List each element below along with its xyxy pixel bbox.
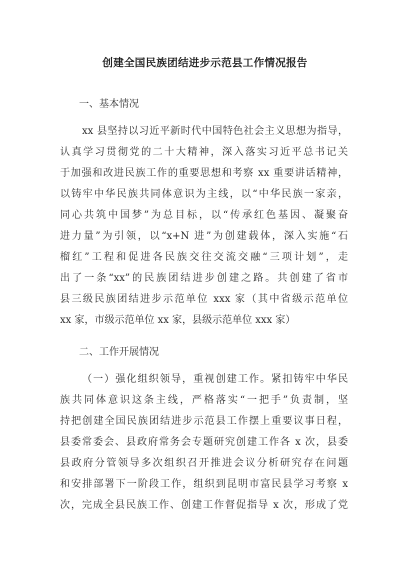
section-heading-basic-info: 一、基本情况 <box>79 99 139 110</box>
paragraph-line: xx 县坚持以习近平新时代中国特色社会主义思想为指导， <box>82 126 348 137</box>
paragraph-line: 持把创建全国民族团结进步示范县工作摆上重要议事日程， <box>60 416 348 427</box>
paragraph-line: 县政府分管领导多次组织召开推进会议分析研究存在问题 <box>60 458 348 469</box>
section-heading-work-progress: 二、工作开展情况 <box>79 347 159 358</box>
paragraph-line: 出了一条“xx”的民族团结进步创建之路。共创建了省市 <box>60 273 348 284</box>
paragraph-line: 次，完成全县民族工作、创建工作督促指导 x 次，形成了党 <box>60 500 348 511</box>
paragraph-line: 榴红”工程和促进各民族交往交流交融“三项计划”，走 <box>60 252 348 263</box>
paragraph-line: 进力量”为引领，以“x+N 进”为创建载体，深入实施“石 <box>60 231 348 242</box>
paragraph-line: 以铸牢中华民族共同体意识为主线，以“中华民族一家亲， <box>60 189 348 200</box>
paragraph-line: 于加强和改进民族工作的重要思想和考察 xx 重要讲话精神， <box>60 168 348 179</box>
paragraph-line: 县三级民族团结进步示范单位 xxx 家（其中省级示范单位 <box>60 294 348 305</box>
paragraph-line: 同心共筑中国梦”为总目标，以“传承红色基因、凝聚奋 <box>60 210 348 221</box>
paragraph-line: （一）强化组织领导，重视创建工作。紧扣铸牢中华民 <box>82 374 348 385</box>
paragraph-line: 县委常委会、县政府常务会专题研究创建工作各 x 次，县委 <box>60 437 348 448</box>
paragraph-line: 认真学习贯彻党的二十大精神，深入落实习近平总书记关 <box>60 147 348 158</box>
document-title: 创建全国民族团结进步示范县工作情况报告 <box>102 57 308 69</box>
paragraph-line: 族共同体意识这条主线，严格落实“一把手”负责制，坚 <box>60 395 348 406</box>
paragraph-line: 和安排部署下一阶段工作，组织到昆明市富民县学习考察 x <box>60 479 348 490</box>
paragraph-line: xx 家，市级示范单位 xx 家，县级示范单位 xxx 家） <box>60 315 296 326</box>
